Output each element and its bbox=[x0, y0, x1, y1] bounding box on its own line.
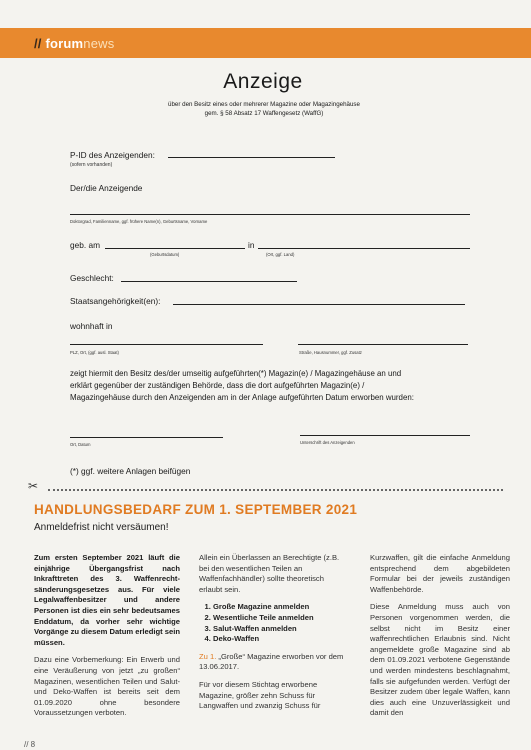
anzeigende-label: Der/die Anzeigende bbox=[70, 183, 143, 193]
article-column-1 bbox=[34, 553, 180, 726]
geschlecht-field[interactable] bbox=[121, 281, 297, 282]
col2-paragraph-3: Für vor diesem Stichtag erworbene Magazine, größer zehn Schuss für Langwaffen und zwanzig Schuss für bbox=[199, 679, 321, 711]
brand-news: news bbox=[83, 36, 115, 51]
list-item: 4. Deko-Waffen bbox=[213, 634, 346, 645]
unterschrift-field[interactable] bbox=[300, 435, 470, 436]
unterschrift-caption: Unterschrift des Anzeigenden bbox=[300, 440, 355, 445]
brand-slashes: // bbox=[34, 36, 42, 51]
col3-paragraph-1: Kurzwaffen, gilt die einfache Anmeldung entsprechend dem abgebildeten Formular bei der jeweils zuständigen Waffenbehörde. bbox=[370, 553, 510, 594]
pid-field[interactable] bbox=[168, 157, 335, 158]
brand-forum: forum bbox=[45, 36, 84, 51]
article-headline: HANDLUNGSBEDARF ZUM 1. SEPTEMBER 2021 bbox=[34, 502, 358, 517]
cut-line bbox=[48, 489, 503, 491]
col3-paragraph-2: Diese Anmeldung muss auch von Personen vorgenommen werden, die selbst nicht im Besitz einer waffenrechtlichen Erlaubnis sind. Nicht angemeldete große Magazine sind ab dem 01.09.2021 verbotene Gegenstände und werden mindestens beschlagnahmt, falls sie aufgefunden werden. Verfügt der Besitzer zudem über legale Waffen, kann dies auch eine Unzuverlässigkeit und damit den bbox=[370, 602, 510, 718]
form-subtitle-2: gem. § 58 Absatz 17 Waffengesetz (WaffG) bbox=[204, 110, 324, 117]
form-footnote: (*) ggf. weitere Anlagen beifügen bbox=[70, 466, 191, 476]
col1-paragraph-1: Zum ersten September 2021 läuft die einjährige Übergangsfrist nach Inkrafttreten des 3. Waffenrecht-sänderungsgesetzes aus. Für viele Legalwaffenbesitzer und andere Personen ist dies ein sehr bedeutsames Enddatum, da vorher sehr wichtige Vorgänge zu diesem Datum erledigt sein müssen. bbox=[34, 553, 180, 647]
list-item: 2. Wesentliche Teile anmelden bbox=[213, 613, 346, 624]
staats-label: Staatsangehörigkeit(en): bbox=[70, 296, 161, 306]
declaration-line-3: Magazingehäuse durch den Anzeigenden am in der Anlage aufgeführten Datum erworben wurden: bbox=[70, 393, 414, 402]
brand-logo bbox=[34, 36, 114, 51]
name-caption: Doktorgrad, Familienname, ggf. frühere Name(n), Geburtsname, Vorname bbox=[70, 219, 208, 224]
strasse-field[interactable] bbox=[298, 344, 468, 345]
form-subtitle-1: über den Besitz eines oder mehrerer Magazine oder Magazingehäuse bbox=[168, 101, 360, 108]
name-field[interactable] bbox=[70, 214, 470, 215]
ort-datum-field[interactable] bbox=[70, 437, 223, 438]
page-number: // 8 bbox=[24, 740, 36, 749]
ort-field[interactable] bbox=[258, 248, 470, 249]
article-subheadline: Anmeldefrist nicht versäumen! bbox=[34, 522, 169, 533]
strasse-caption: Straße, Hausnummer, ggf. Zusatz bbox=[299, 350, 362, 355]
in-label: in bbox=[248, 240, 255, 250]
form-title: Anzeige bbox=[223, 70, 303, 93]
col2-paragraph-2-text: „Große“ Magazine erworben vor dem 13.06.2017. bbox=[199, 651, 344, 672]
pid-note: (sofern vorhanden) bbox=[70, 162, 113, 168]
geb-label: geb. am bbox=[70, 240, 100, 250]
ort-caption: (Ort, ggf. Land) bbox=[266, 252, 295, 257]
pid-label: P-ID des Anzeigenden: bbox=[70, 150, 155, 160]
article-column-2 bbox=[199, 553, 346, 719]
col1-paragraph-2: Dazu eine Vorbemerkung: Ein Erwerb und eine Veräußerung von jetzt „zu großen“ Magazinen, wesentlichen Teilen und Salut- und Deko-Waffen ist bereits seit dem 01.09.2020 ohne besondere Voraussetzungen verboten. bbox=[34, 655, 180, 718]
staats-field[interactable] bbox=[173, 304, 465, 305]
list-item: 1. Große Magazine anmelden bbox=[213, 602, 346, 613]
plz-caption: PLZ, Ort, (ggf. ausl. Staat) bbox=[70, 350, 119, 355]
wohnhaft-label: wohnhaft in bbox=[70, 321, 113, 331]
task-list bbox=[199, 602, 346, 644]
article-column-3 bbox=[370, 553, 510, 726]
list-item: 3. Salut-Waffen anmelden bbox=[213, 624, 346, 635]
geschlecht-label: Geschlecht: bbox=[70, 273, 114, 283]
ort-datum-caption: Ort, Datum bbox=[70, 442, 91, 447]
geb-caption: (Geburtsdatum) bbox=[150, 252, 180, 257]
col2-paragraph-2 bbox=[199, 652, 346, 673]
geb-field[interactable] bbox=[105, 248, 245, 249]
declaration-line-2: erklärt gegenüber der zuständigen Behörde, dass die dort aufgeführten Magazin(e) / bbox=[70, 381, 365, 390]
scissors-icon: ✂ bbox=[28, 479, 39, 493]
col2-paragraph-1: Allein ein Überlassen an Berechtigte (z.B. bei den wesentlichen Teilen an Waffenfachhändler) sollte theoretisch erlaubt sein. bbox=[199, 553, 340, 594]
col2-paragraph-2-prefix: Zu 1. bbox=[199, 651, 217, 661]
declaration-line-1: zeigt hiermit den Besitz des/der umseitig aufgeführten(*) Magazin(e) / Magazingehäuse an und bbox=[70, 369, 402, 378]
plz-field[interactable] bbox=[70, 344, 263, 345]
